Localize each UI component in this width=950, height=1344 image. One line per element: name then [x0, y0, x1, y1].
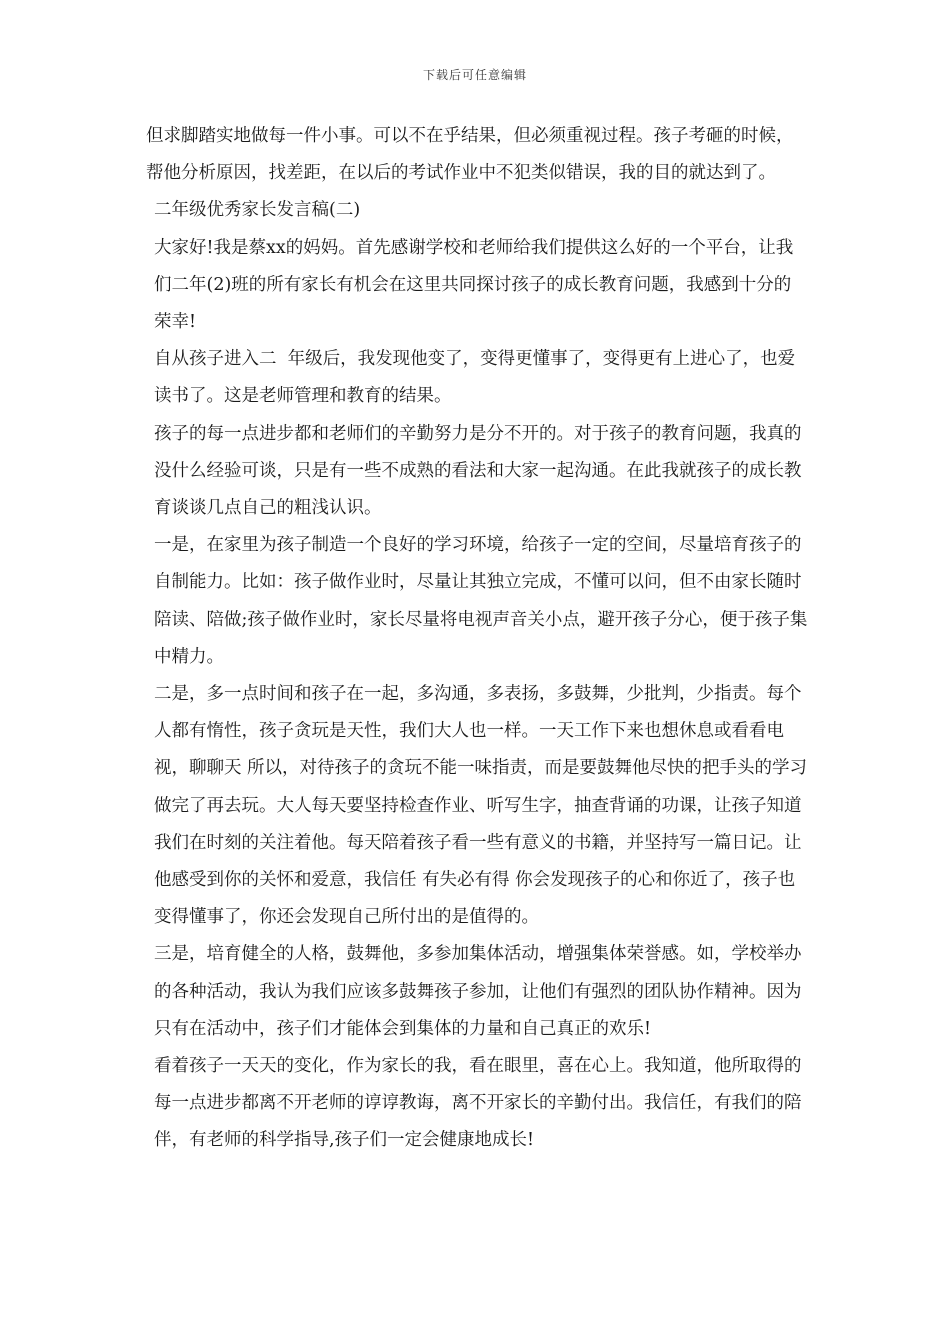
paragraph-closing: 看着孩子一天天的变化，作为家长的我，看在眼里，喜在心上。我知道，他所取得的每一点进步都离不开老师的谆谆教诲，离不开家长的辛勤付出。我信任，有我们的陪伴，有老师的科学指导,孩子们一定会健康地成长! [154, 1056, 802, 1151]
paragraph-greeting: 大家好!我是蔡xx的妈妈。首先感谢学校和老师给我们提供这么好的一个平台，让我们二年(2)班的所有家长有机会在这里共同探讨孩子的成长教育问题，我感到十分的荣幸! [154, 237, 794, 333]
document-body [146, 118, 808, 1160]
page-header: 下载后可任意编辑 [422, 68, 527, 82]
paragraph-point-two: 二是，多一点时间和孩子在一起，多沟通，多表扬，多鼓舞，少批判，少指责。每个人都有惰性，孩子贪玩是天性，我们大人也一样。一天工作下来也想休息或看看电视，聊聊天 所以，对待孩子的贪玩不能一味指责，而是要鼓舞他尽快的把手头的学习做完了再去玩。大人每天要坚持检查作业、听写生字，抽查背诵的功课，让孩子知道我们在时刻的关注着他。每天陪着孩子看一些有意义的书籍，并坚持写一篇日记。让他感受到你的关怀和爱意，我信任 有失必有得 你会发现孩子的心和你近了，孩子也变得懂事了，你还会发现自己所付出的是值得的。 [154, 684, 808, 928]
paragraph-change: 自从孩子进入二 年级后，我发现他变了，变得更懂事了，变得更有上进心了，也爱读书了。这是老师管理和教育的结果。 [154, 349, 796, 407]
paragraph-point-one: 一是，在家里为孩子制造一个良好的学习环境，给孩子一定的空间，尽量培育孩子的自制能力。比如：孩子做作业时，尽量让其独立完成，不懂可以问，但不由家长随时陪读、陪做;孩子做作业时，家长尽量将电视声音关小点，避开孩子分心，便于孩子集中精力。 [154, 535, 808, 667]
paragraph-point-three: 三是，培育健全的人格，鼓舞他，多参加集体活动，增强集体荣誉感。如，学校举办的各种活动，我认为我们应该多鼓舞孩子参加，让他们有强烈的团队协作精神。因为只有在活动中，孩子们才能体会到集体的力量和自己真正的欢乐! [154, 944, 802, 1039]
section-title: 二年级优秀家长发言稿(二) [154, 200, 361, 221]
paragraph-progress: 孩子的每一点进步都和老师们的辛勤努力是分不开的。对于孩子的教育问题，我真的没什么经验可谈，只是有一些不成熟的看法和大家一起沟通。在此我就孩子的成长教育谈谈几点自己的粗浅认识。 [154, 423, 802, 519]
paragraph-continuation: 但求脚踏实地做每一件小事。可以不在乎结果，但必须重视过程。孩子考砸的时候，帮他分析原因，找差距，在以后的考试作业中不犯类似错误，我的目的就达到了。 [146, 126, 794, 184]
